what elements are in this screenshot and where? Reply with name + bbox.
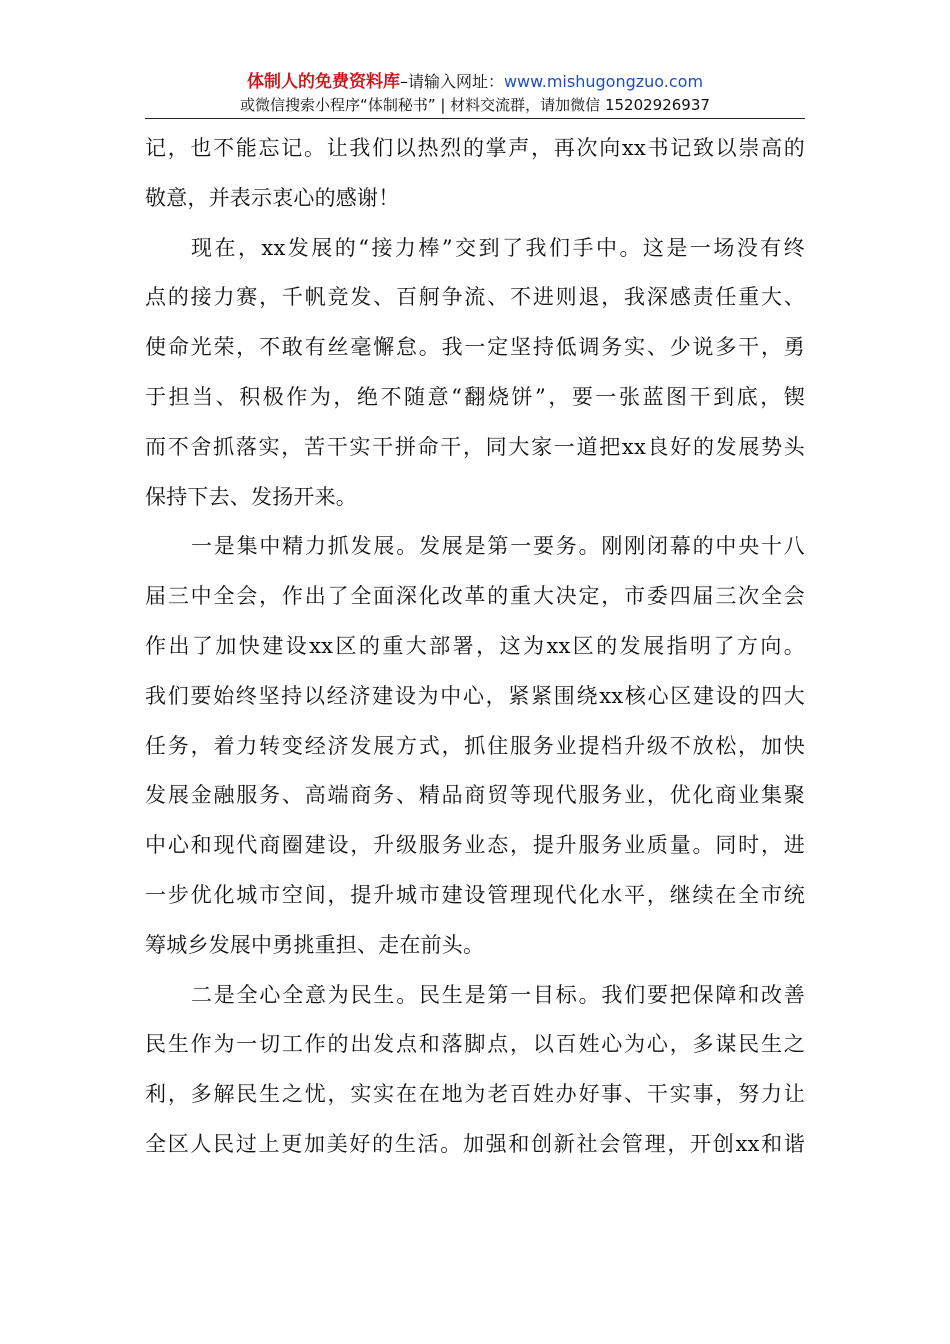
text-line: 民生作为一切工作的出发点和落脚点，以百姓心为心，多谋民生之 [145, 1032, 805, 1057]
header-divider [145, 118, 805, 119]
text-line: 于担当、积极作为，绝不随意“翻烧饼”，要一张蓝图干到底，锲 [145, 384, 805, 409]
text-line: 届三中全会，作出了全面深化改革的重大决定，市委四届三次全会 [145, 584, 805, 609]
paragraph-first-line: 一是集中精力抓发展。发展是第一要务。刚刚闭幕的中央十八 [191, 534, 805, 559]
document-body [145, 124, 805, 1170]
text-line: 筹城乡发展中勇挑重担、走在前头。 [145, 932, 485, 957]
text-line: 任务，着力转变经济发展方式，抓住服务业提档升级不放松，加快 [145, 733, 805, 758]
text-line: 中心和现代商圈建设，升级服务业态，提升服务业质量。同时，进 [145, 833, 805, 858]
website-link[interactable]: www.mishugongzuo.com [503, 72, 704, 91]
text-line: 一步优化城市空间，提升城市建设管理现代化水平，继续在全市统 [145, 882, 805, 907]
header-contact-line: 或微信搜索小程序“体制秘书” | 材料交流群，请加微信 15202926937 [240, 96, 710, 114]
text-line: 利，多解民生之忧，实实在在地为老百姓办好事、干实事，努力让 [145, 1082, 805, 1107]
paragraph-first-line: 现在，xx发展的“接力棒”交到了我们手中。这是一场没有终 [191, 235, 805, 260]
text-line: 作出了加快建设xx区的重大部署，这为xx区的发展指明了方向。 [145, 633, 805, 658]
brand-title: 体制人的免费资料库 [246, 72, 400, 92]
text-line: 全区人民过上更加美好的生活。加强和创新社会管理，开创xx和谐 [145, 1131, 805, 1156]
text-line: 敬意，并表示衷心的感谢！ [145, 185, 400, 210]
text-line: 使命光荣，不敢有丝毫懈怠。我一定坚持低调务实、少说多干，勇 [145, 335, 805, 360]
paragraph-first-line: 二是全心全意为民生。民生是第一目标。我们要把保障和改善 [191, 982, 805, 1007]
text-line: 记，也不能忘记。让我们以热烈的掌声，再次向xx书记致以崇高的 [145, 136, 805, 160]
page-header [145, 70, 805, 116]
text-line: 我们要始终坚持以经济建设为中心，紧紧围绕xx核心区建设的四大 [145, 683, 805, 708]
header-banner [145, 70, 805, 94]
url-prompt: –请输入网址： [399, 72, 504, 91]
text-line: 发展金融服务、高端商务、精品商贸等现代服务业，优化商业集聚 [145, 783, 805, 808]
text-line: 保持下去、发扬开来。 [145, 484, 357, 509]
text-line: 点的接力赛，千帆竞发、百舸争流、不进则退，我深感责任重大、 [145, 285, 805, 310]
text-line: 而不舍抓落实，苦干实干拼命干，同大家一道把xx良好的发展势头 [145, 434, 805, 459]
